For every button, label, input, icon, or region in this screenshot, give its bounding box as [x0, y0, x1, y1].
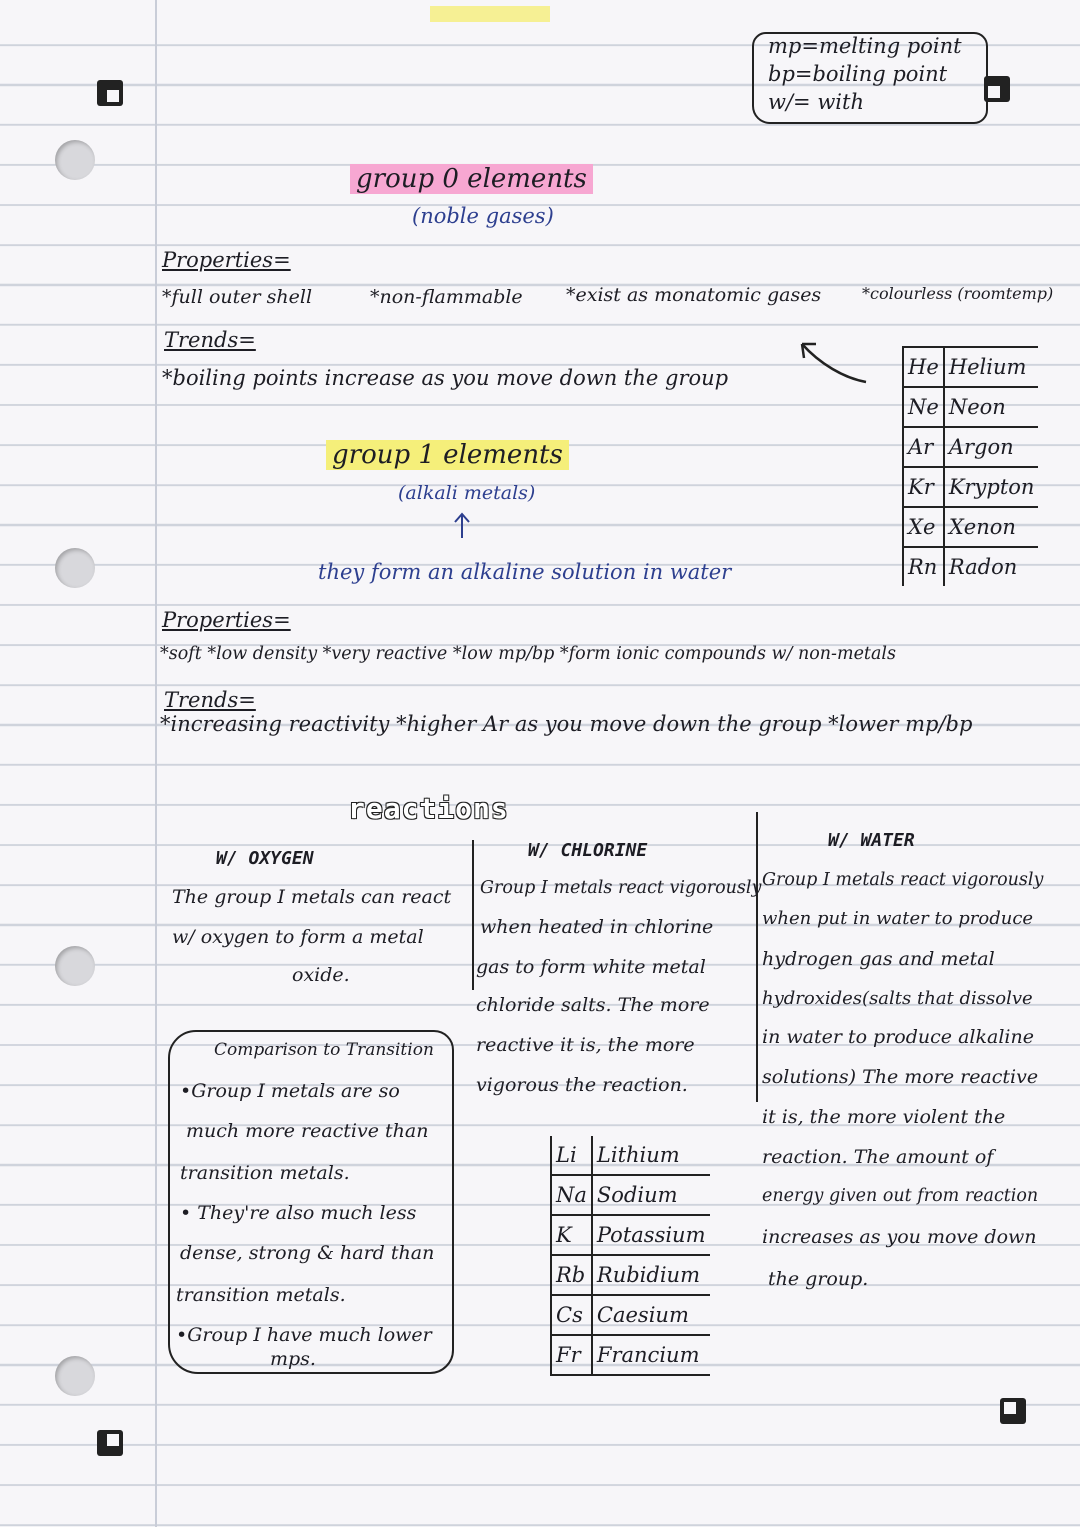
binder-hole	[55, 946, 95, 986]
chlorine-line: reactive it is, the more	[476, 1034, 695, 1056]
water-line: in water to produce alkaline	[762, 1026, 1034, 1048]
element-name: Rubidium	[592, 1255, 710, 1295]
table-row	[903, 387, 1038, 427]
group0-properties-heading: Properties=	[162, 248, 291, 272]
comparison-heading: Comparison to Transition	[214, 1040, 434, 1060]
table-row	[903, 507, 1038, 547]
comparison-line: dense, strong & hard than	[180, 1242, 435, 1264]
table-row	[551, 1215, 710, 1255]
element-name: Potassium	[592, 1215, 710, 1255]
oxygen-line: The group I metals can react	[172, 886, 452, 908]
element-name: Helium	[944, 347, 1039, 387]
element-symbol: Cs	[551, 1295, 592, 1335]
water-line: it is, the more violent the	[762, 1106, 1006, 1128]
element-symbol: Ar	[903, 427, 944, 467]
group0-trend: *boiling points increase as you move down the group	[162, 366, 729, 390]
element-name: Krypton	[944, 467, 1039, 507]
element-symbol: Kr	[903, 467, 944, 507]
legend-line: w/= with	[768, 90, 864, 114]
water-line: solutions) The more reactive	[762, 1066, 1039, 1088]
water-heading: W/ WATER	[828, 830, 915, 851]
highlighter-mark	[430, 6, 550, 22]
group0-title: group 0 elements	[350, 164, 593, 194]
table-row	[551, 1335, 710, 1375]
chlorine-line: vigorous the reaction.	[476, 1074, 688, 1096]
oxygen-line: w/ oxygen to form a metal	[172, 926, 424, 948]
corner-marker-icon	[1000, 1398, 1026, 1424]
chlorine-line: Group I metals react vigorously	[480, 878, 762, 898]
arrow-icon	[796, 334, 870, 390]
water-line: when put in water to produce	[762, 908, 1034, 929]
element-name: Lithium	[592, 1136, 710, 1175]
group1-properties: *soft *low density *very reactive *low mp/bp *form ionic compounds w/ non-metals	[160, 644, 896, 664]
chlorine-line: when heated in chlorine	[480, 916, 714, 938]
water-line: reaction. The amount of	[762, 1146, 994, 1168]
water-line: energy given out from reaction	[762, 1186, 1039, 1206]
column-divider	[756, 812, 758, 1102]
element-name: Caesium	[592, 1295, 710, 1335]
group1-trends: *increasing reactivity *higher Ar as you move down the group *lower mp/bp	[160, 712, 973, 736]
element-name: Xenon	[944, 507, 1039, 547]
margin-line	[155, 0, 157, 1527]
element-symbol: K	[551, 1215, 592, 1255]
water-line: hydroxides(salts that dissolve	[762, 988, 1033, 1009]
comparison-line: •Group I have much lower	[176, 1324, 432, 1346]
group0-element-table	[902, 346, 1038, 586]
binder-hole	[55, 548, 95, 588]
water-line: Group I metals react vigorously	[762, 870, 1044, 890]
element-symbol: He	[903, 347, 944, 387]
element-symbol: Rb	[551, 1255, 592, 1295]
element-symbol: Li	[551, 1136, 592, 1175]
table-row	[903, 547, 1038, 586]
element-symbol: Rn	[903, 547, 944, 586]
chlorine-line: gas to form white metal	[476, 956, 706, 978]
arrow-up-icon	[452, 510, 472, 540]
element-name: Neon	[944, 387, 1039, 427]
table-row	[551, 1136, 710, 1175]
element-symbol: Fr	[551, 1335, 592, 1375]
table-row	[551, 1175, 710, 1215]
table-row	[903, 467, 1038, 507]
comparison-line: mps.	[270, 1348, 316, 1370]
legend-line: mp=melting point	[768, 34, 962, 58]
corner-marker-icon	[97, 1430, 123, 1456]
water-line: the group.	[768, 1268, 869, 1290]
element-name: Francium	[592, 1335, 710, 1375]
comparison-line: transition metals.	[180, 1162, 350, 1184]
column-divider	[472, 840, 474, 990]
group1-title: group 1 elements	[326, 440, 569, 470]
water-line: increases as you move down	[762, 1226, 1037, 1248]
table-row	[903, 347, 1038, 387]
chlorine-line: chloride salts. The more	[476, 994, 710, 1016]
legend-line: bp=boiling point	[768, 62, 948, 86]
element-name: Radon	[944, 547, 1039, 586]
table-row	[903, 427, 1038, 467]
chlorine-heading: W/ CHLORINE	[528, 840, 648, 861]
group1-element-table	[550, 1136, 710, 1376]
water-line: hydrogen gas and metal	[762, 948, 995, 970]
corner-marker-icon	[97, 80, 123, 106]
group1-arrow-note: they form an alkaline solution in water	[318, 560, 732, 584]
element-name: Argon	[944, 427, 1039, 467]
group0-property: *exist as monatomic gases	[566, 284, 822, 306]
comparison-line: • They're also much less	[180, 1202, 417, 1224]
group1-subtitle: (alkali metals)	[398, 482, 536, 504]
group0-subtitle: (noble gases)	[412, 204, 554, 228]
table-row	[551, 1255, 710, 1295]
oxygen-line: oxide.	[292, 964, 350, 986]
element-symbol: Na	[551, 1175, 592, 1215]
group0-property: *non-flammable	[370, 286, 523, 308]
comparison-line: much more reactive than	[186, 1120, 429, 1142]
group0-property: *full outer shell	[162, 286, 313, 308]
binder-hole	[55, 140, 95, 180]
element-symbol: Ne	[903, 387, 944, 427]
oxygen-heading: W/ OXYGEN	[216, 848, 314, 869]
group0-trends-heading: Trends=	[164, 328, 256, 352]
group1-properties-heading: Properties=	[162, 608, 291, 632]
element-symbol: Xe	[903, 507, 944, 547]
binder-hole	[55, 1356, 95, 1396]
reactions-title: reactions	[348, 792, 509, 825]
element-name: Sodium	[592, 1175, 710, 1215]
comparison-line: •Group I metals are so	[180, 1080, 400, 1102]
group1-trends-heading: Trends=	[164, 688, 256, 712]
group0-property: *colourless (roomtemp)	[862, 284, 1054, 303]
comparison-line: transition metals.	[176, 1284, 346, 1306]
table-row	[551, 1295, 710, 1335]
